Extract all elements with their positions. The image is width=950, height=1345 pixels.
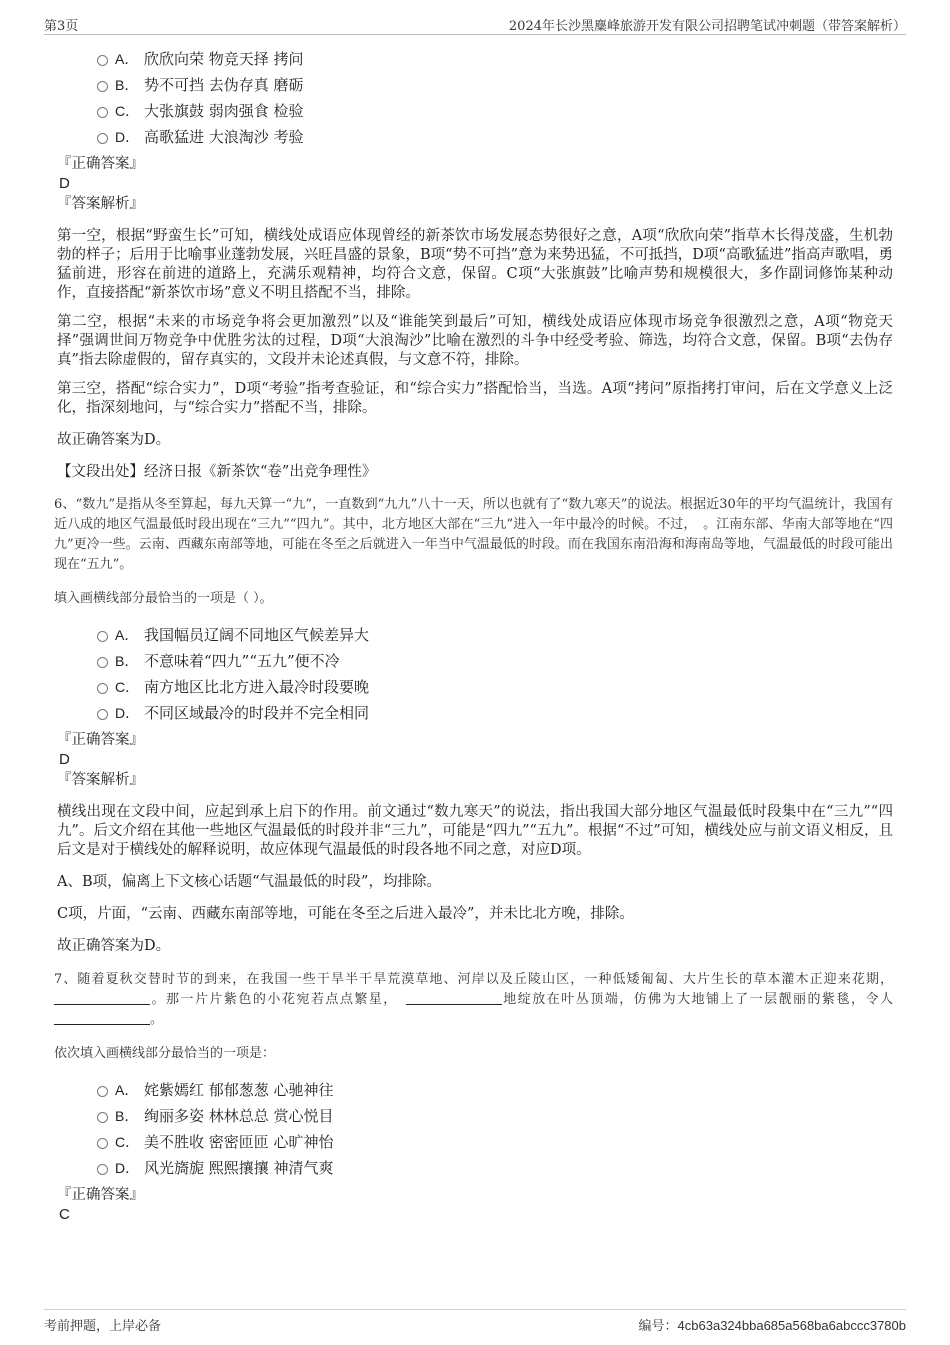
fill-blank — [406, 990, 502, 1005]
fill-blank — [54, 1010, 150, 1025]
q6-analysis-label: 『答案解析』 — [57, 772, 144, 788]
q7-answer: C — [59, 1206, 70, 1223]
radio-icon[interactable] — [97, 1164, 108, 1175]
radio-icon[interactable] — [97, 683, 108, 694]
radio-icon[interactable] — [97, 81, 108, 92]
footer-slogan: 考前押题，上岸必备 — [44, 1319, 162, 1334]
q6-answer-label: 『正确答案』 — [57, 732, 144, 748]
q6-option-c[interactable]: C． 南方地区比北方进入最冷时段要晚 — [97, 674, 893, 700]
q5-option-d[interactable]: D． 高歌猛进 大浪淘沙 考验 — [97, 124, 893, 150]
radio-icon[interactable] — [97, 631, 108, 642]
q5-options — [97, 46, 893, 150]
radio-icon[interactable] — [97, 55, 108, 66]
q5-answer: D — [59, 175, 70, 192]
q5-answer-label: 『正确答案』 — [57, 156, 144, 172]
q5-option-a[interactable]: A． 欣欣向荣 物竞天择 拷问 — [97, 46, 893, 72]
radio-icon[interactable] — [97, 709, 108, 720]
radio-icon[interactable] — [97, 1138, 108, 1149]
document-code: 编号：4cb63a324bba685a568ba6abccc3780b — [638, 1318, 906, 1334]
document-title: 2024年长沙黑麋峰旅游开发有限公司招聘笔试冲刺题（带答案解析） — [508, 19, 906, 34]
q6-stem: 6、“数九”是指从冬至算起，每九天算一“九”，一直数到“九九”八十一天，所以也就有了“数九寒天”的说法。根据近30年的平均气温统计，我国有近八成的地区气温最低时段出现在“三九”“四九”。其中，北方地区大部在“三九”进入一年中最冷的时候。不过， 。江南东部、华南大部等地在“四九”更冷一些。云南、西藏东南部等地，可能在冬至之后就进入一年当中气温最低的时段。而在我国东南沿海和海南岛等地，气温最低的时段可能出现在“五九”。 — [54, 497, 893, 572]
q7-stem: 7、随着夏秋交替时节的到来，在我国一些干旱半干旱荒漠草地、河岸以及丘陵山区，一种低矮匍匐、大片生长的草本灌木正迎来花期，。那一片片紫色的小花宛若点点繁星， 地绽放在叶丛顶端，仿佛为大地铺上了一层靓丽的紫毯，令人。 — [54, 972, 893, 1027]
radio-icon[interactable] — [97, 1112, 108, 1123]
q5-option-b[interactable]: B． 势不可挡 去伪存真 磨砺 — [97, 72, 893, 98]
q6-answer: D — [59, 751, 70, 768]
q7-option-a[interactable]: A． 姹紫嫣红 郁郁葱葱 心驰神往 — [97, 1077, 893, 1103]
q6-analysis-paragraph: C项，片面，“云南、西藏东南部等地，可能在冬至之后进入最冷”，并未比北方晚，排除。 — [57, 906, 634, 922]
q7-option-d[interactable]: D． 风光旖旎 熙熙攘攘 神清气爽 — [97, 1155, 893, 1181]
page-footer — [44, 1309, 906, 1336]
page-content — [54, 46, 893, 1225]
q5-conclusion: 故正确答案为D。 — [57, 432, 171, 448]
q7-prompt: 依次填入画横线部分最恰当的一项是： — [54, 1046, 276, 1061]
radio-icon[interactable] — [97, 107, 108, 118]
q7-option-b[interactable]: B． 绚丽多姿 林林总总 赏心悦目 — [97, 1103, 893, 1129]
q7-options — [97, 1077, 893, 1181]
radio-icon[interactable] — [97, 1086, 108, 1097]
radio-icon[interactable] — [97, 657, 108, 668]
q6-option-d[interactable]: D． 不同区域最冷的时段并不完全相同 — [97, 700, 893, 726]
q6-conclusion: 故正确答案为D。 — [57, 938, 171, 954]
q5-analysis-paragraph: 第三空，搭配“综合实力”，D项“考验”指考查验证，和“综合实力”搭配恰当，当选。A项“拷问”原指拷打审问，后在文学意义上泛化，指深刻地问，与“综合实力”搭配不当，排除。 — [57, 381, 893, 416]
q6-options — [97, 622, 893, 726]
radio-icon[interactable] — [97, 133, 108, 144]
q5-analysis-label: 『答案解析』 — [57, 196, 144, 212]
page-header — [44, 12, 906, 35]
fill-blank — [54, 990, 150, 1005]
q6-analysis-paragraph: A、B项，偏离上下文核心话题“气温最低的时段”，均排除。 — [57, 874, 441, 890]
page-number: 第3页 — [44, 19, 79, 34]
q5-analysis-paragraph: 第一空，根据“野蛮生长”可知，横线处成语应体现曾经的新茶饮市场发展态势很好之意，A项“欣欣向荣”指草木长得茂盛，生机勃勃的样子；后用于比喻事业蓬勃发展，兴旺昌盛的景象，B项“势不可挡”意为来势迅猛，不可抵挡，D项“高歌猛进”指高声歌唱，勇猛前进，形容在前进的道路上，充满乐观精神，均符合文意，保留。C项“大张旗鼓”比喻声势和规模很大，多作副词修饰某种动作，直接搭配“新茶饮市场”意义不明且搭配不当，排除。 — [57, 228, 893, 301]
q5-source: 【文段出处】经济日报《新茶饮“卷”出竞争理性》 — [57, 464, 377, 480]
q7-answer-label: 『正确答案』 — [57, 1187, 144, 1203]
q6-analysis-paragraph: 横线出现在文段中间，应起到承上启下的作用。前文通过“数九寒天”的说法，指出我国大部分地区气温最低时段集中在“三九”“四九”。后文介绍在其他一些地区气温最低的时段并非“三九”，可能是“四九”“五九”。根据“不过”可知，横线处应与前文语义相反，且后文是对于横线处的解释说明，故应体现气温最低的时段各地不同之意，对应D项。 — [57, 804, 893, 858]
q5-analysis-paragraph: 第二空，根据“未来的市场竞争将会更加激烈”以及“谁能笑到最后”可知，横线处成语应体现市场竞争很激烈之意，A项“物竞天择”强调世间万物竞争中优胜劣汰的过程，D项“大浪淘沙”比喻在激烈的斗争中经受考验、筛选，均符合文意，保留。B项“去伪存真”指去除虚假的，留存真实的，文段并未论述真假，与文意不符，排除。 — [57, 314, 893, 368]
q7-option-c[interactable]: C． 美不胜收 密密匝匝 心旷神怡 — [97, 1129, 893, 1155]
q6-option-a[interactable]: A． 我国幅员辽阔不同地区气候差异大 — [97, 622, 893, 648]
q6-option-b[interactable]: B． 不意味着“四九”“五九”便不冷 — [97, 648, 893, 674]
q5-option-c[interactable]: C． 大张旗鼓 弱肉强食 检验 — [97, 98, 893, 124]
q6-prompt: 填入画横线部分最恰当的一项是（ ）。 — [54, 591, 273, 606]
